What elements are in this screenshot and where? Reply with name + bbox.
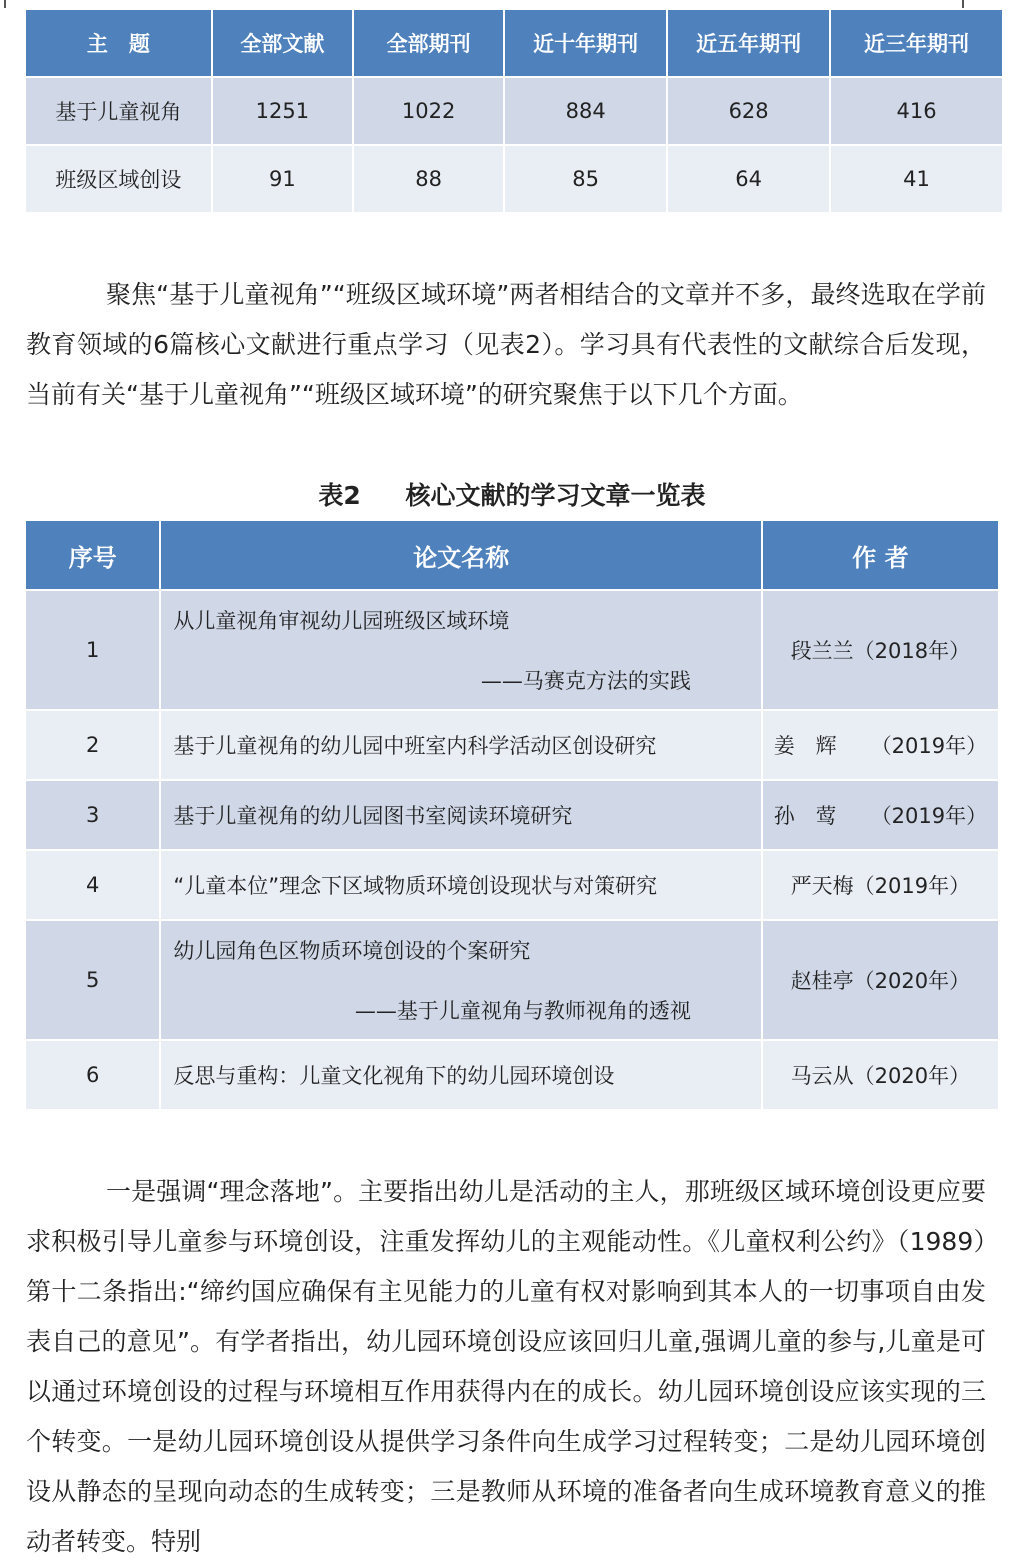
table2-cell-author: 赵桂亭（2020年） <box>763 921 1000 1041</box>
table2-cell-author: 段兰兰（2018年） <box>763 591 1000 711</box>
paper-subtitle: ——基于儿童视角与教师视角的透视 <box>354 999 691 1023</box>
table2-row <box>26 1041 1000 1111</box>
table1-header-all-journals: 全部期刊 <box>354 10 505 78</box>
table2-caption-label: 表2 <box>318 481 361 510</box>
table2-cell-title: 基于儿童视角的幼儿园中班室内科学活动区创设研究 <box>161 711 762 781</box>
table1-cell: 91 <box>213 146 354 214</box>
paper-title: 从儿童视角审视幼儿园班级区域环境 <box>173 609 510 633</box>
page-corner-mark-right <box>962 0 964 8</box>
table2-cell-number: 2 <box>26 711 161 781</box>
table2-caption-title: 核心文献的学习文章一览表 <box>405 481 706 510</box>
table2-row <box>26 921 1000 1041</box>
table1-header-ten-years: 近十年期刊 <box>505 10 668 78</box>
table2-cell-number: 1 <box>26 591 161 711</box>
table2-cell-author <box>763 781 1000 851</box>
author-name: 孙 莺 <box>773 804 837 828</box>
table2-header-author: 作 者 <box>763 521 1000 591</box>
table2-cell-title <box>161 591 762 711</box>
literature-count-table <box>26 10 1004 214</box>
table1-header-row <box>26 10 1004 78</box>
table2-row <box>26 711 1000 781</box>
table2-cell-author <box>763 711 1000 781</box>
author-year: （2019年） <box>870 734 988 758</box>
table1-header-all-literature: 全部文献 <box>213 10 354 78</box>
table2-cell-title: “儿童本位”理念下区域物质环境创设现状与对策研究 <box>161 851 762 921</box>
table2-cell-title: 反思与重构：儿童文化视角下的幼儿园环境创设 <box>161 1041 762 1111</box>
table2-header-title: 论文名称 <box>161 521 762 591</box>
table1-header-topic: 主 题 <box>26 10 213 78</box>
author-year: （2019年） <box>870 804 988 828</box>
table1-cell: 628 <box>668 78 831 146</box>
table2-cell-number: 4 <box>26 851 161 921</box>
table2-cell-number: 3 <box>26 781 161 851</box>
table2-row <box>26 851 1000 921</box>
table1-row <box>26 78 1004 146</box>
table2-cell-title: 基于儿童视角的幼儿园图书室阅读环境研究 <box>161 781 762 851</box>
table2-cell-number: 6 <box>26 1041 161 1111</box>
paper-subtitle: ——马赛克方法的实践 <box>480 669 691 693</box>
table1-cell: 1022 <box>354 78 505 146</box>
table1-cell: 884 <box>505 78 668 146</box>
table1-row <box>26 146 1004 214</box>
paper-title: 幼儿园角色区物质环境创设的个案研究 <box>173 939 531 963</box>
table1-cell: 1251 <box>213 78 354 146</box>
table2-header-row <box>26 521 1000 591</box>
table2-header-number: 序号 <box>26 521 161 591</box>
table2-cell-number: 5 <box>26 921 161 1041</box>
table1-cell: 85 <box>505 146 668 214</box>
table1-cell: 88 <box>354 146 505 214</box>
table1-cell: 64 <box>668 146 831 214</box>
table2-caption <box>0 476 1024 512</box>
intro-paragraph: 聚焦“基于儿童视角”“班级区域环境”两者相结合的文章并不多，最终选取在学前教育领域的6篇核心文献进行重点学习（见表2）。学习具有代表性的文献综合后发现，当前有关“基于儿童视角”“班级区域环境”的研究聚焦于以下几个方面。 <box>26 280 986 409</box>
table2-cell-author: 严天梅（2019年） <box>763 851 1000 921</box>
table1-cell-topic: 基于儿童视角 <box>26 78 213 146</box>
table1-header-three-years: 近三年期刊 <box>831 10 1004 78</box>
table1-cell: 41 <box>831 146 1004 214</box>
table1-cell-topic: 班级区域创设 <box>26 146 213 214</box>
table2-cell-author: 马云从（2020年） <box>763 1041 1000 1111</box>
table1-header-five-years: 近五年期刊 <box>668 10 831 78</box>
table2-row <box>26 781 1000 851</box>
table2-row <box>26 591 1000 711</box>
table1-cell: 416 <box>831 78 1004 146</box>
core-literature-table <box>26 521 1000 1111</box>
author-name: 姜 辉 <box>773 734 837 758</box>
body-paragraph: 一是强调“理念落地”。主要指出幼儿是活动的主人，那班级区域环境创设更应要求积极引导儿童参与环境创设，注重发挥幼儿的主观能动性。《儿童权利公约》（1989）第十二条指出:“缔约国应确保有主见能力的儿童有权对影响到其本人的一切事项自由发表自己的意见”。有学者指出，幼儿园环境创设应该回归儿童,强调儿童的参与,儿童是可以通过环境创设的过程与环境相互作用获得内在的成长。幼儿园环境创设应该实现的三个转变。一是幼儿园环境创设从提供学习条件向生成学习过程转变；二是幼儿园环境创设从静态的呈现向动态的生成转变；三是教师从环境的准备者向生成环境教育意义的推动者转变。特别 <box>26 1177 986 1556</box>
table2-cell-title <box>161 921 762 1041</box>
page-corner-mark-left <box>4 0 6 8</box>
